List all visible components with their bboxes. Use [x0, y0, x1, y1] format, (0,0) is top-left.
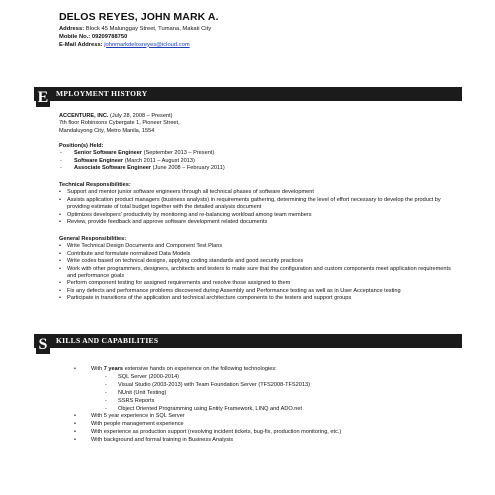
list-item: • With people management experience: [74, 421, 464, 429]
skills-first-suffix: extensive hands on experience on the following technologies:: [123, 366, 277, 372]
list-item: • Write codes based on technical designs, applying coding standards and good security practices: [59, 258, 459, 265]
technology-item: - Visual Studio (2003-2013) with Team Foundation Server (TFS2008-TFS2013): [91, 382, 464, 390]
list-item: • Work with other programmers, designers, architects and testers to make sure that the configuration and custom components meet application requirements and performance goals: [59, 266, 459, 281]
position-dates: (March 2011 – August 2013): [124, 157, 195, 164]
technology-item: - Object Oriented Programming using Entity Framework, LINQ and ADO.net: [91, 406, 464, 414]
list-item: • Optimizes developers' productivity by monitoring and re-balancing workload among team members: [59, 212, 459, 219]
contact-info: [59, 26, 211, 49]
general-responsibilities: [59, 236, 459, 303]
technology-item: - NUnit (Unit Testing): [91, 390, 464, 398]
list-item: • With experience as production support (resolving incident tickets, bug-fix, production monitoring, etc.): [74, 429, 464, 437]
company-name: ACCENTURE, INC.: [59, 113, 109, 119]
mobile-value: 09209788750: [91, 33, 128, 40]
list-item: • Review, provide feedback and approve software development related documents: [59, 219, 459, 226]
address-label: Address:: [59, 26, 85, 32]
technical-list: [59, 189, 459, 226]
company-dates: (July 28, 2008 – Present): [109, 113, 173, 119]
technology-item: - SSRS Reports: [91, 398, 464, 406]
position-dates: (September 2013 – Present): [143, 150, 215, 157]
company-address-1: 7th floor Robinsons Cybergate 1, Pioneer Street,: [59, 120, 180, 127]
mobile-line: [59, 34, 211, 42]
skills-first-bold: 7 years: [103, 366, 124, 372]
list-item: [74, 366, 464, 413]
mobile-label: Mobile No.:: [59, 33, 91, 40]
email-line: [59, 42, 211, 50]
applicant-name: DELOS REYES, JOHN MARK A.: [59, 11, 219, 23]
email-label: E-Mail Address:: [59, 41, 103, 48]
general-list: [59, 243, 459, 302]
employment-title: MPLOYMENT HISTORY: [56, 89, 148, 98]
address-value: Block 45 Malunggay Street, Tumana, Makati City: [85, 26, 212, 32]
technical-heading: Technical Responsibilities:: [59, 182, 131, 188]
list-item: • With background and formal training in Business Analysis: [74, 437, 464, 445]
skills-title: KILLS AND CAPABILITIES: [56, 336, 159, 345]
position-item: [59, 150, 459, 157]
position-title: Senior Software Engineer: [74, 150, 143, 157]
employment-section-header: [34, 87, 462, 106]
skills-first-prefix: With: [91, 366, 104, 372]
position-dates: (June 2008 – February 2011): [152, 165, 225, 172]
technology-item: - SQL Server (2000-2014): [91, 374, 464, 382]
skills-section-header: [34, 334, 462, 353]
skills-block: [74, 366, 464, 445]
position-title: Associate Software Engineer: [74, 165, 152, 172]
general-heading: General Responsibilities:: [59, 236, 127, 242]
technologies-list: [91, 374, 464, 414]
positions-heading: Position(s) Held:: [59, 143, 104, 149]
position-item: [59, 165, 459, 172]
employment-initial: E: [37, 89, 49, 106]
list-item: • Assists application product managers (business analysts) in requirements gathering, determining the level of effort necessary to develop the product by providing estimate of total budget together with the detailed analysis document: [59, 197, 459, 212]
positions-list: [59, 150, 459, 172]
skills-list: [74, 366, 464, 445]
position-title: Software Engineer: [74, 157, 124, 164]
list-item: • Support and mentor junior software engineers through all technical phases of software development: [59, 189, 459, 196]
email-link[interactable]: johnmarkdelosreyes@icloud.com: [104, 41, 190, 48]
list-item: • Perform component testing for assigned requirements and resolve those assigned to them: [59, 280, 459, 287]
skills-initial: S: [36, 336, 50, 354]
list-item: • Fix any defects and performance problems discovered during Assembly and Performance testing as well as in User Acceptance testing: [59, 288, 459, 295]
company-address-2: Mandaluyong City, Metro Manila, 1554: [59, 127, 155, 134]
list-item: • Write Technical Design Documents and Component Test Plans: [59, 243, 459, 250]
list-item: • With 5 year experience in SQL Server: [74, 413, 464, 421]
company-line: [59, 113, 459, 120]
position-item: [59, 158, 459, 165]
employment-company: [59, 113, 459, 135]
list-item: • Participate in transitions of the application and technical architecture components to the testers and support groups: [59, 295, 459, 302]
positions-block: [59, 143, 459, 173]
address-line: [59, 26, 211, 34]
list-item: • Contribute and formulate normalized Data Models: [59, 251, 459, 258]
technical-responsibilities: [59, 182, 459, 226]
